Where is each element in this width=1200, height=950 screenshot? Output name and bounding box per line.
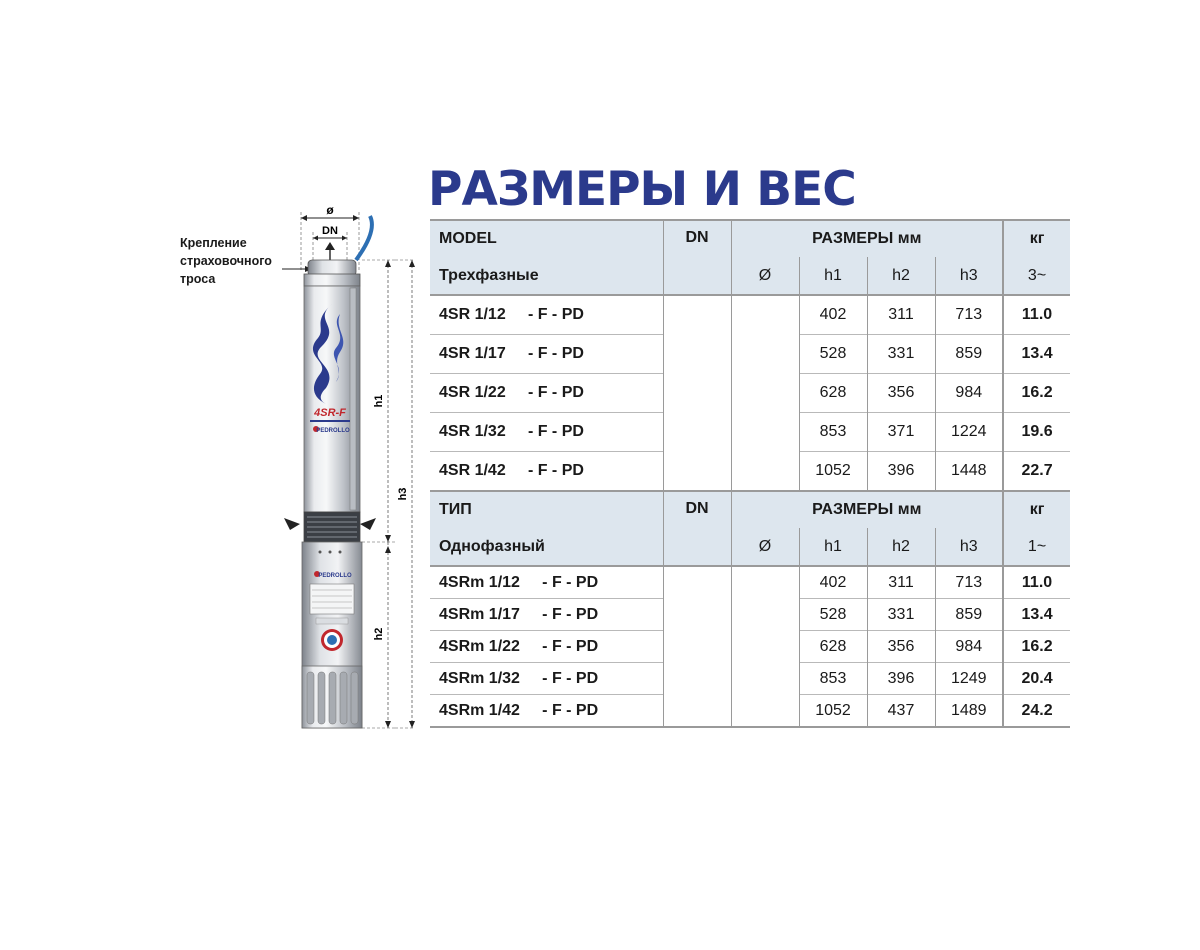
kg-cell: 19.6 bbox=[1003, 413, 1070, 452]
h3-cell: 859 bbox=[935, 599, 1003, 631]
h2-cell: 311 bbox=[867, 566, 935, 599]
h3-cell: 1448 bbox=[935, 452, 1003, 492]
h3-cell: 713 bbox=[935, 295, 1003, 335]
single-phase-subheader-row bbox=[430, 528, 1070, 566]
diameter-subheader: Ø bbox=[731, 257, 799, 295]
page-title: РАЗМЕРЫ И ВЕС bbox=[428, 162, 856, 217]
dn-label: DN bbox=[322, 225, 338, 237]
h3-cell: 859 bbox=[935, 335, 1003, 374]
h2-dimension-label: h2 bbox=[373, 627, 385, 641]
diameter-cell bbox=[731, 566, 799, 727]
h2-cell: 311 bbox=[867, 295, 935, 335]
model-cell: 4SRm 1/17 - F - PD bbox=[430, 599, 663, 631]
table-row bbox=[430, 566, 1070, 599]
kg-cell: 11.0 bbox=[1003, 566, 1070, 599]
h1-cell: 528 bbox=[799, 335, 867, 374]
single-phase-header-row bbox=[430, 491, 1070, 528]
diameter-cell bbox=[731, 295, 799, 491]
model-cell: 4SR 1/17 - F - PD bbox=[430, 335, 663, 374]
model-cell: 4SR 1/42 - F - PD bbox=[430, 452, 663, 492]
model-cell: 4SRm 1/42 - F - PD bbox=[430, 695, 663, 728]
h1-cell: 528 bbox=[799, 599, 867, 631]
kg-cell: 16.2 bbox=[1003, 374, 1070, 413]
kg-cell: 16.2 bbox=[1003, 631, 1070, 663]
model-column-header: MODEL bbox=[430, 220, 663, 257]
h1-cell: 1052 bbox=[799, 695, 867, 728]
phase-subheader: 1~ bbox=[1003, 528, 1070, 566]
kg-cell: 13.4 bbox=[1003, 599, 1070, 631]
h3-dimension-label: h3 bbox=[397, 487, 409, 501]
kg-cell: 11.0 bbox=[1003, 295, 1070, 335]
table-row bbox=[430, 295, 1070, 335]
h3-subheader: h3 bbox=[935, 257, 1003, 295]
h2-cell: 396 bbox=[867, 452, 935, 492]
kg-column-header: кг bbox=[1003, 220, 1070, 257]
dimensions-column-header: РАЗМЕРЫ мм bbox=[731, 491, 1003, 528]
kg-cell: 22.7 bbox=[1003, 452, 1070, 492]
h3-cell: 984 bbox=[935, 631, 1003, 663]
h2-cell: 371 bbox=[867, 413, 935, 452]
dimensions-column-header: РАЗМЕРЫ мм bbox=[731, 220, 1003, 257]
dn-cell bbox=[663, 295, 731, 491]
h1-cell: 853 bbox=[799, 663, 867, 695]
anchor-label-line-2: страховочного bbox=[180, 254, 272, 268]
h2-cell: 331 bbox=[867, 599, 935, 631]
kg-cell: 13.4 bbox=[1003, 335, 1070, 374]
h1-cell: 853 bbox=[799, 413, 867, 452]
h3-subheader: h3 bbox=[935, 528, 1003, 566]
single-phase-type-label: Однофазный bbox=[430, 528, 663, 566]
anchor-label-line-1: Крепление bbox=[180, 236, 247, 250]
pump-diagram bbox=[170, 196, 420, 736]
h2-cell: 356 bbox=[867, 631, 935, 663]
model-cell: 4SRm 1/22 - F - PD bbox=[430, 631, 663, 663]
h1-cell: 628 bbox=[799, 631, 867, 663]
phase-subheader: 3~ bbox=[1003, 257, 1070, 295]
h2-cell: 356 bbox=[867, 374, 935, 413]
model-cell: 4SR 1/12 - F - PD bbox=[430, 295, 663, 335]
three-phase-header-row bbox=[430, 220, 1070, 257]
h1-cell: 1052 bbox=[799, 452, 867, 492]
svg-text:PEDROLLO: PEDROLLO bbox=[318, 573, 352, 579]
kg-cell: 20.4 bbox=[1003, 663, 1070, 695]
h3-cell: 713 bbox=[935, 566, 1003, 599]
pump-logo-text: 4SR-F bbox=[314, 407, 346, 419]
h3-cell: 984 bbox=[935, 374, 1003, 413]
model-cell: 4SRm 1/12 - F - PD bbox=[430, 566, 663, 599]
h1-cell: 402 bbox=[799, 295, 867, 335]
model-cell: 4SR 1/22 - F - PD bbox=[430, 374, 663, 413]
dimensions-weight-table bbox=[430, 219, 1070, 728]
kg-cell: 24.2 bbox=[1003, 695, 1070, 728]
h3-cell: 1249 bbox=[935, 663, 1003, 695]
kg-column-header: кг bbox=[1003, 491, 1070, 528]
h3-cell: 1224 bbox=[935, 413, 1003, 452]
model-cell: 4SR 1/32 - F - PD bbox=[430, 413, 663, 452]
h1-cell: 628 bbox=[799, 374, 867, 413]
dn-column-header: DN bbox=[663, 491, 731, 566]
h3-cell: 1489 bbox=[935, 695, 1003, 728]
h2-cell: 331 bbox=[867, 335, 935, 374]
h2-cell: 437 bbox=[867, 695, 935, 728]
h2-subheader: h2 bbox=[867, 257, 935, 295]
h2-cell: 396 bbox=[867, 663, 935, 695]
h1-subheader: h1 bbox=[799, 528, 867, 566]
diameter-subheader: Ø bbox=[731, 528, 799, 566]
h1-subheader: h1 bbox=[799, 257, 867, 295]
diameter-symbol: ø bbox=[326, 203, 334, 217]
h1-cell: 402 bbox=[799, 566, 867, 599]
three-phase-type-label: Трехфазные bbox=[430, 257, 663, 295]
type-column-header: ТИП bbox=[430, 491, 663, 528]
three-phase-subheader-row bbox=[430, 257, 1070, 295]
dn-column-header: DN bbox=[663, 220, 731, 295]
h2-subheader: h2 bbox=[867, 528, 935, 566]
dn-cell bbox=[663, 566, 731, 727]
anchor-label-line-3: троса bbox=[180, 272, 216, 286]
h1-dimension-label: h1 bbox=[373, 394, 385, 408]
brand-logo-text: PEDROLLO bbox=[316, 428, 350, 434]
model-cell: 4SRm 1/32 - F - PD bbox=[430, 663, 663, 695]
